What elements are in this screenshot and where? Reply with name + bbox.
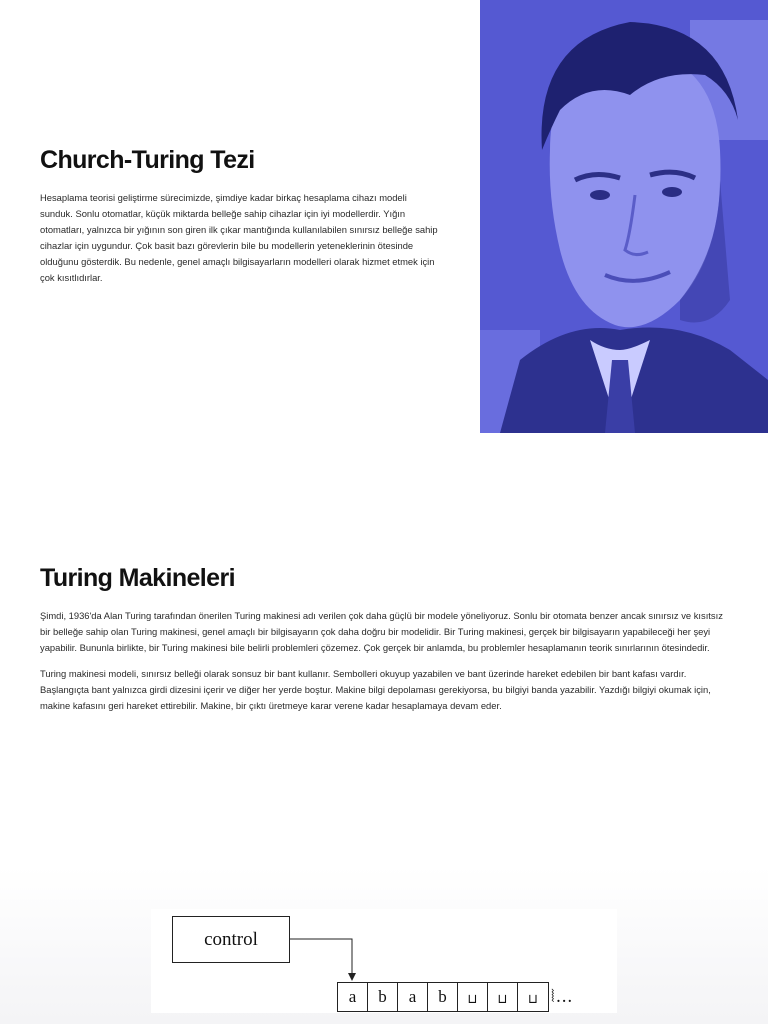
tape-cell-blank: ⊔ (488, 983, 518, 1011)
turing-machine-diagram (151, 909, 617, 1013)
tape-ellipsis: … (555, 987, 574, 1007)
turing-machines-paragraph-2: Turing makinesi modeli, sınırsız belleği olarak sonsuz bir bant kullanır. Sembolleri okuyup yazabilen ve bant üzerinde hareket edebilen bir bant kafası vardır. Başlangıçta bant yalnızca girdi dizesini içerir ve diğer her yerde boştur. Makine bilgi depolaması gerekiyorsa, bu bilgiyi banda yazabilir. Yazdığı bilgiyi okumak için, makine kafasını geri hareket ettirebilir. Makine, bir çıktı üretmeye karar verene kadar hesaplamaya devam eder. (40, 668, 711, 711)
church-turing-paragraph: Hesaplama teorisi geliştirme sürecimizde, şimdiye kadar birkaç hesaplama cihazı modeli sunduk. Sonlu otomatlar, küçük miktarda belleğe sahip cihazlar için iyi modellerdir. Yığın otomatları, yalnızca bir yığının son giren ilk çıkar mantığında kullanılabilen sınırsız belleğe sahip cihazlar için uygundur. Çok basit bazı görevlerin bile bu modellerin yeteneklerinin ötesinde olduğunu gösterdik. Bu nedenle, genel amaçlı bilgisayarların modelleri olarak hizmet etmek için çok kısıtlıdırlar. (40, 192, 438, 283)
turing-machines-title: Turing Makineleri (40, 564, 235, 592)
alan-turing-portrait (480, 0, 768, 433)
tape-cell: b (428, 983, 458, 1011)
tape-break-icon: ⦚ (551, 987, 556, 1007)
tape-cell: b (368, 983, 398, 1011)
tape-cell-blank: ⊔ (458, 983, 488, 1011)
tape-cell-blank: ⊔ (527, 991, 539, 1007)
tape-continuation (551, 987, 574, 1007)
church-turing-title: Church-Turing Tezi (40, 146, 255, 174)
tape-cell: a (338, 983, 368, 1011)
turing-machines-section (40, 562, 728, 714)
tape-cell: a (398, 983, 428, 1011)
portrait-illustration (480, 0, 768, 433)
control-box: control (172, 916, 290, 963)
church-turing-section (0, 0, 768, 433)
diagram-section (0, 866, 768, 1024)
tape (337, 982, 549, 1012)
turing-machines-paragraph-1: Şimdi, 1936'da Alan Turing tarafından önerilen Turing makinesi adı verilen çok daha güçlü bir modele yöneliyoruz. Sonlu bir otomata benzer ancak sınırsız ve kısıtsız bir belleğe sahip olan Turing makinesi, genel amaçlı bir bilgisayarın çok daha doğru bir modelidir. Bir Turing makinesi, gerçek bir bilgisayarın yapabileceği her şeyi yapabilir. Bununla birlikte, bir Turing makinesi bile belirli problemleri çözemez. Çok gerçek bir anlamda, bu problemler hesaplamanın teorik sınırlarının ötesindedir. (40, 610, 723, 653)
church-turing-text (40, 144, 440, 286)
